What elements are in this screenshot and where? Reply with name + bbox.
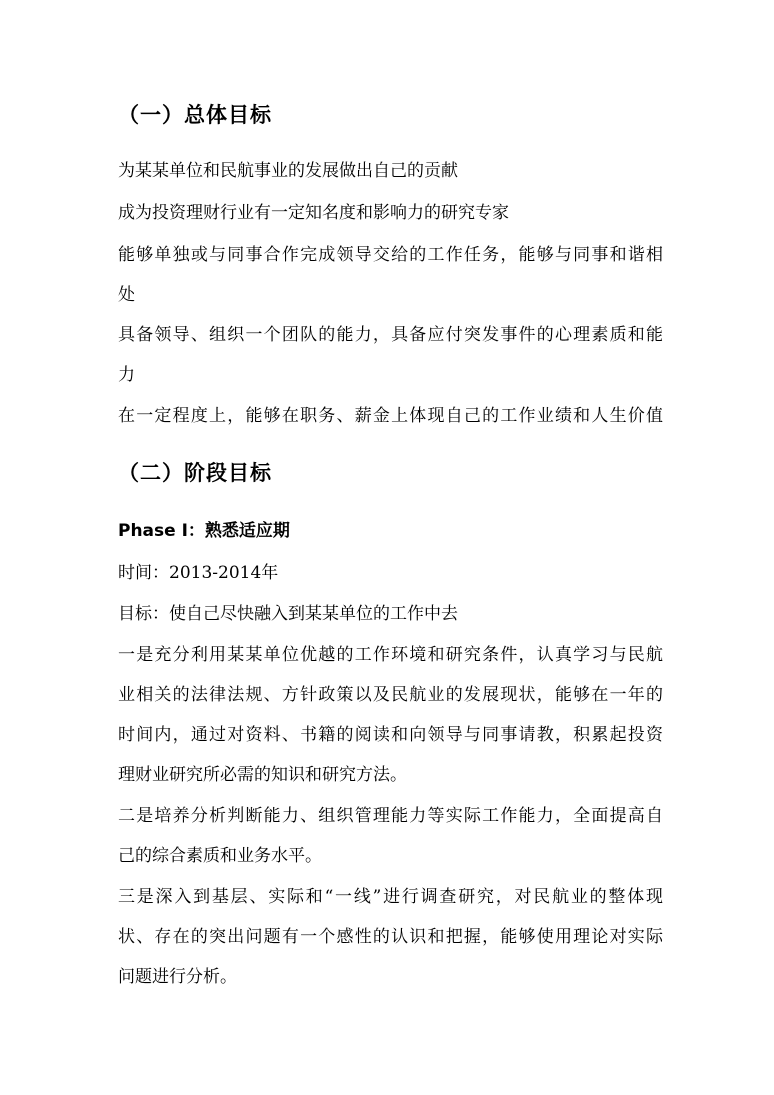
section-heading-overall-goals: （一）总体目标	[118, 103, 272, 127]
paragraph-line: 业相关的法律法规、方针政策以及民航业的发展现状，能够在一年的	[118, 685, 663, 705]
paragraph-line: 理财业研究所必需的知识和研究方法。	[118, 765, 407, 785]
paragraph-line: 问题进行分析。	[118, 967, 237, 987]
goal-line: 具备领导、组织一个团队的能力，具备应付突发事件的心理素质和能	[118, 325, 663, 345]
phase-title: Phase Ⅰ：熟悉适应期	[118, 521, 290, 541]
phase-time: 时间：2013-2014年	[118, 563, 279, 583]
goal-line: 力	[118, 365, 135, 385]
paragraph-line: 己的综合素质和业务水平。	[118, 846, 322, 866]
paragraph-line: 三是深入到基层、实际和“一线”进行调查研究，对民航业的整体现	[118, 887, 663, 907]
paragraph-line: 二是培养分析判断能力、组织管理能力等实际工作能力，全面提高自	[118, 806, 663, 826]
paragraph-line: 时间内，通过对资料、书籍的阅读和向领导与同事请教，积累起投资	[118, 725, 663, 745]
goal-line: 为某某单位和民航事业的发展做出自己的贡献	[118, 161, 458, 181]
goal-line: 能够单独或与同事合作完成领导交给的工作任务，能够与同事和谐相	[118, 245, 663, 265]
goal-line: 处	[118, 285, 135, 305]
paragraph-line: 状、存在的突出问题有一个感性的认识和把握，能够使用理论对实际	[118, 927, 663, 947]
goal-line: 成为投资理财行业有一定知名度和影响力的研究专家	[118, 203, 509, 223]
phase-goal: 目标：使自己尽快融入到某某单位的工作中去	[118, 604, 458, 624]
section-heading-stage-goals: （二）阶段目标	[118, 461, 272, 485]
goal-line: 在一定程度上，能够在职务、薪金上体现自己的工作业绩和人生价值	[118, 406, 663, 426]
paragraph-line: 一是充分利用某某单位优越的工作环境和研究条件，认真学习与民航	[118, 645, 663, 665]
